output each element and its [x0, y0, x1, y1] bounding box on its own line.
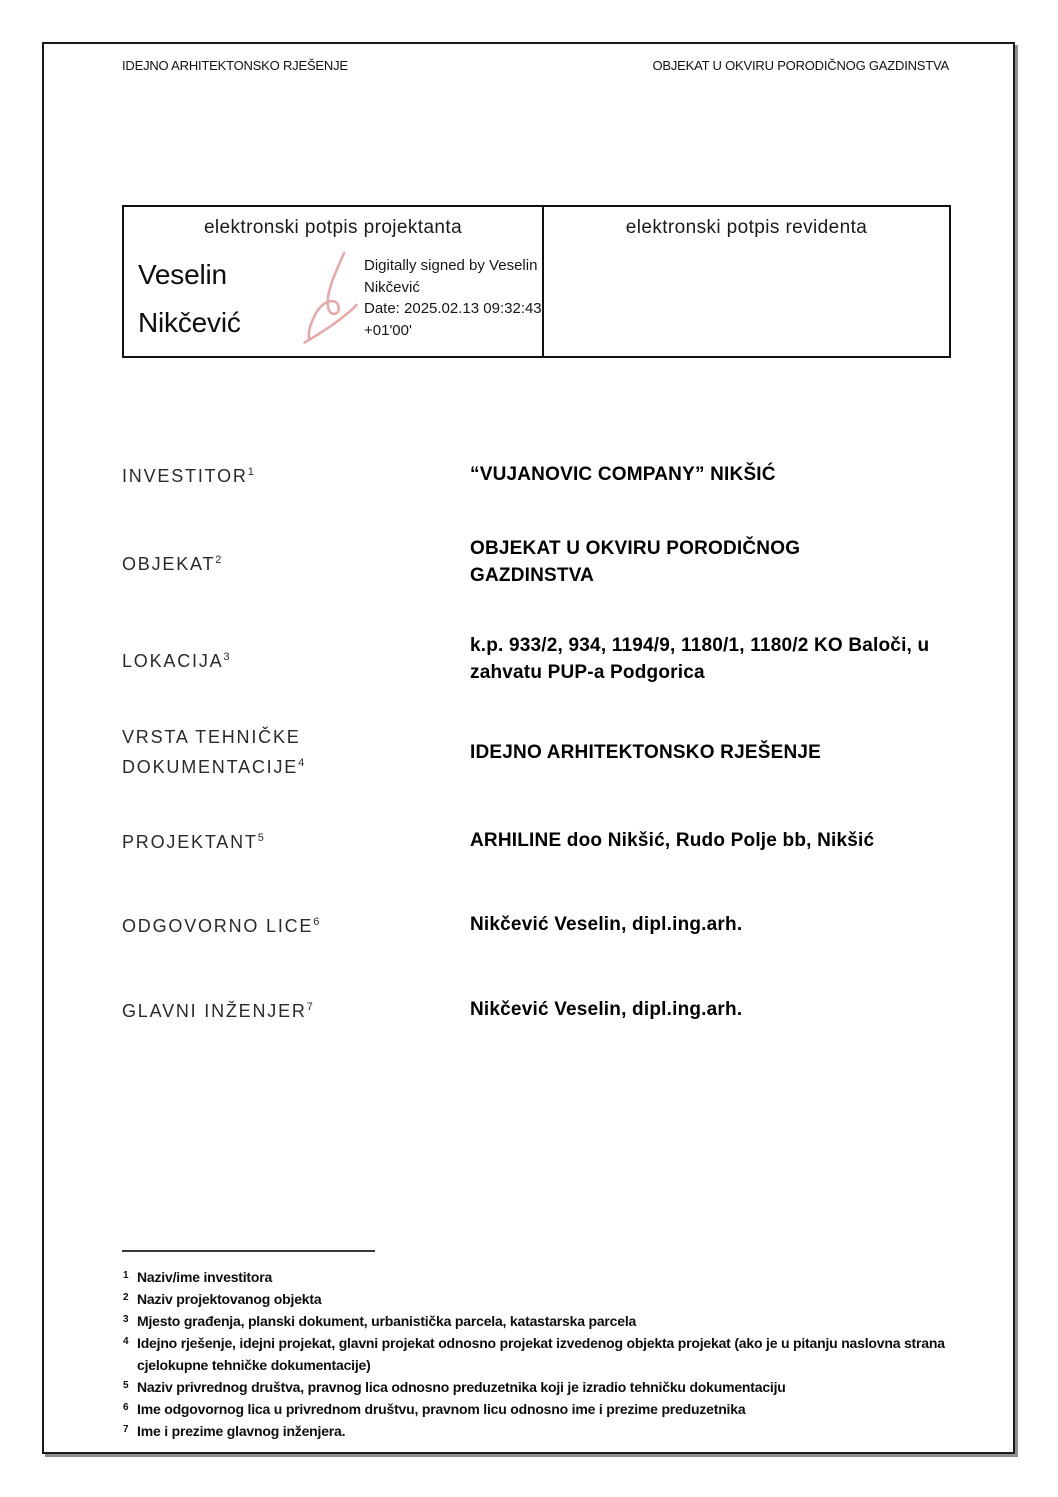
footnote-separator [122, 1250, 375, 1252]
page-border-frame [42, 42, 1015, 1454]
footnote-item [122, 1420, 960, 1442]
footnote-text: Naziv privrednog društva, pravnog lica odnosno preduzetnika koji je izradio tehničku dokumentaciju [137, 1379, 786, 1395]
footnote-ref: 2 [215, 554, 222, 566]
field-value: OBJEKAT U OKVIRU PORODIČNOG GAZDINSTVA [470, 538, 801, 586]
field-row-odgovorno-lice [122, 909, 967, 939]
field-label: PROJEKTANT$^5$ [122, 832, 264, 852]
field-value: Nikčević Veselin, dipl.ing.arh. [470, 998, 743, 1020]
footnote-text: Ime i prezime glavnog inženjera. [137, 1423, 346, 1439]
field-label: OBJEKAT$^2$ [122, 554, 222, 574]
footnote-ref: 4 [298, 757, 305, 769]
field-label: LOKACIJA$^3$ [122, 651, 230, 671]
footnote-text: Ime odgovornog lica u privrednom društvu, pravnom licu odnosno ime i prezime preduzetnika [137, 1401, 746, 1417]
footnote-number: 2 [123, 1292, 129, 1303]
footnote-item [122, 1332, 960, 1376]
footnote-ref: 5 [257, 832, 264, 844]
signature-flourish-icon [302, 249, 360, 353]
signature-cell-header-revident: elektronski potpis revidenta [625, 217, 868, 238]
running-header [122, 58, 949, 73]
running-header-left: IDEJNO ARHITEKTONSKO RJEŠENJE [122, 58, 348, 73]
field-row-projektant [122, 825, 967, 855]
footnote-number: 7 [123, 1424, 129, 1435]
signature-cell-revident [544, 207, 949, 356]
footnote-ref: 6 [313, 916, 320, 928]
footnote-number: 5 [123, 1380, 129, 1391]
footnote-item [122, 1288, 960, 1310]
field-label: GLAVNI INŽENJER$^7$ [122, 1001, 313, 1021]
footnote-text: Naziv projektovanog objekta [137, 1291, 322, 1307]
signature-details-line1: Digitally signed by Veselin Nikčević [364, 257, 538, 296]
field-row-glavni-inzenjer [122, 994, 967, 1024]
fields-section [122, 444, 967, 1024]
footnote-ref: 1 [247, 466, 254, 478]
field-value: k.p. 933/2, 934, 1194/9, 1180/1, 1180/2 KO Baloči, u zahvatu PUP-a Podgorica [470, 635, 930, 683]
field-label: VRSTA TEHNIČKE DOKUMENTACIJE$^4$ [122, 727, 305, 777]
footnote-item [122, 1398, 960, 1420]
footnote-item [122, 1266, 960, 1288]
field-label: INVESTITOR$^1$ [122, 466, 254, 486]
footnote-text: Mjesto građenja, planski dokument, urbanistička parcela, katastarska parcela [137, 1313, 637, 1329]
footnote-text: Naziv/ime investitora [137, 1269, 273, 1285]
field-value: Nikčević Veselin, dipl.ing.arh. [470, 913, 743, 935]
signature-table [122, 205, 951, 358]
footnotes-section [122, 1266, 960, 1442]
field-value: ARHILINE doo Nikšić, Rudo Polje bb, Nikšić [470, 829, 875, 851]
footnote-ref: 3 [223, 651, 230, 663]
signature-details-line2: Date: 2025.02.13 09:32:43 +01'00' [364, 300, 542, 339]
signature-cell-header-projektant: elektronski potpis projektanta [203, 217, 463, 238]
footnote-number: 4 [123, 1336, 129, 1347]
footnote-ref: 7 [306, 1001, 313, 1013]
footnote-number: 1 [123, 1270, 129, 1281]
field-row-investitor [122, 459, 967, 489]
footnote-text: Idejno rješenje, idejni projekat, glavni projekat odnosno projekat izvedenog objekta projekat (ako je u pitanju naslovna strana cjelokupne tehničke dokumentacije) [137, 1335, 945, 1373]
signature-details [364, 255, 560, 341]
running-header-right: OBJEKAT U OKVIRU PORODIČNOG GAZDINSTVA [652, 58, 949, 73]
footnote-item [122, 1376, 960, 1398]
field-row-vrsta-dokumentacije [122, 724, 967, 780]
field-value: IDEJNO ARHITEKTONSKO RJEŠENJE [470, 741, 822, 763]
signature-cell-projektant [124, 207, 544, 356]
field-row-objekat [122, 534, 967, 590]
footnote-number: 3 [123, 1314, 129, 1325]
footnote-item [122, 1310, 960, 1332]
footnote-number: 6 [123, 1402, 129, 1413]
signer-name: Veselin Nikčević [138, 259, 241, 338]
field-label: ODGOVORNO LICE$^6$ [122, 916, 320, 936]
field-row-lokacija [122, 631, 967, 687]
field-value: “VUJANOVIC COMPANY” NIKŠIĆ [470, 463, 776, 485]
